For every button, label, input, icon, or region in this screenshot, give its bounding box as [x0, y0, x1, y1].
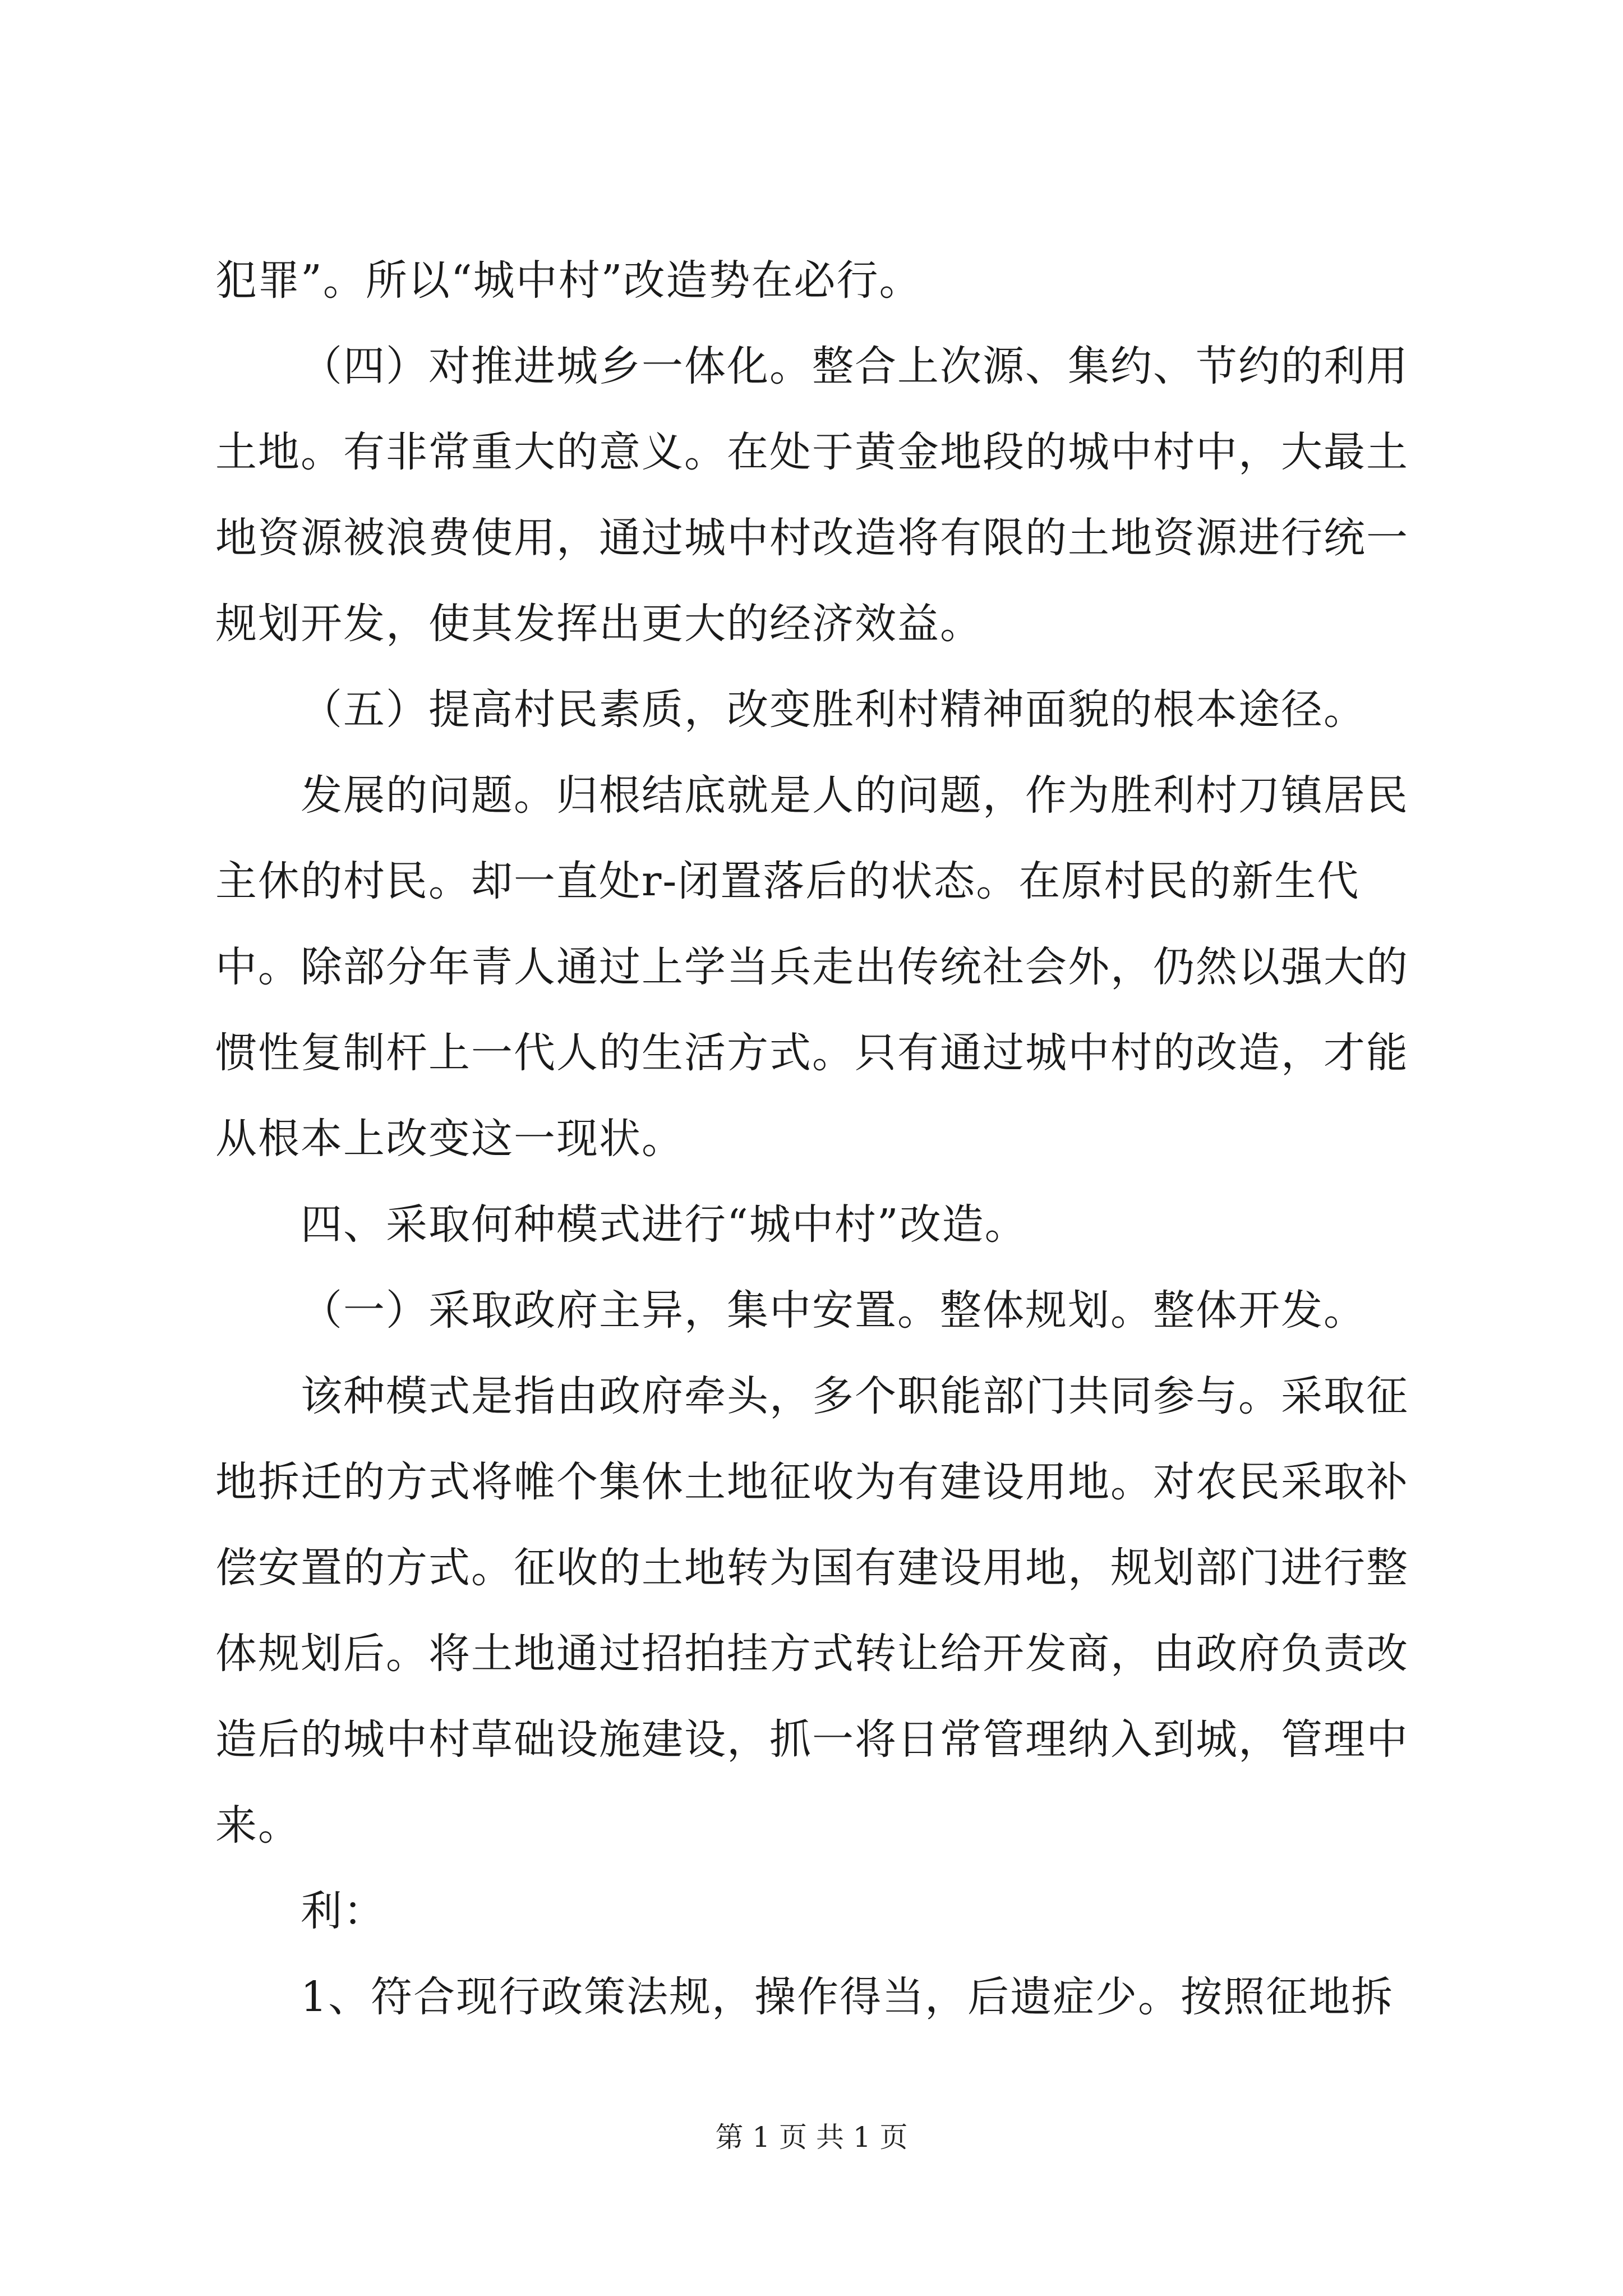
text-line: 地拆迁的方式将帷个集休土地征收为有建设用地。对农民采取补	[215, 1458, 1409, 1506]
text-line: 从根本上改变这一现状。	[215, 1115, 684, 1163]
text-line: 规划开发，使其发挥出更大的经济效益。	[215, 600, 983, 648]
text-line: 犯罪”。所以“城中村”改造势在必行。	[215, 256, 922, 305]
text-line: 1、符合现行政策法规，操作得当，后遗症少。按照征地拆	[301, 1973, 1394, 2021]
text-line: 体规划后。将土地通过招拍挂方式转让给开发商，由政府负责改	[215, 1630, 1409, 1678]
section-heading: 四、采取何种模式进行“城中村”改造。	[301, 1200, 1027, 1249]
text-line: 主休的村民。却一直处r-闭置落后的状态。在原村民的新生代	[215, 857, 1360, 905]
text-line: （五）提高村民素质，改变胜利村精神面貌的根本途径。	[301, 685, 1366, 734]
subsection-heading: （一）采取政府主异，集中安置。整体规划。整体开发。	[301, 1286, 1366, 1335]
text-line: 中。除部分年青人通过上学当兵走出传统社会外，仍然以强大的	[215, 943, 1409, 991]
text-line: 地资源被浪费使用，通过城中村改造将有限的土地资源进行统一	[215, 514, 1409, 562]
text-line: 来。	[215, 1801, 301, 1849]
text-line: 发展的问题。归根结底就是人的问题，作为胜利村刀镇居民	[301, 771, 1409, 820]
text-line: 惯性复制杆上一代人的生活方式。只有通过城中村的改造，才能	[215, 1029, 1409, 1077]
text-line: 该种模式是指由政府牵头，多个职能部门共同参与。采取征	[301, 1372, 1409, 1420]
text-line: 土地。有非常重大的意义。在处于黄金地段的城中村中，大最土	[215, 428, 1409, 476]
text-line: （四）对推进城乡一体化。整合上次源、集约、节约的利用	[301, 342, 1409, 390]
text-line: 利：	[301, 1887, 386, 1935]
text-line: 造后的城中村草础设施建设，抓一将日常管理纳入到城，管理中	[215, 1715, 1409, 1764]
page-footer: 第 1 页 共 1 页	[715, 2121, 908, 2154]
text-line: 偿安置的方式。征收的土地转为国有建设用地，规划部门进行整	[215, 1544, 1409, 1592]
